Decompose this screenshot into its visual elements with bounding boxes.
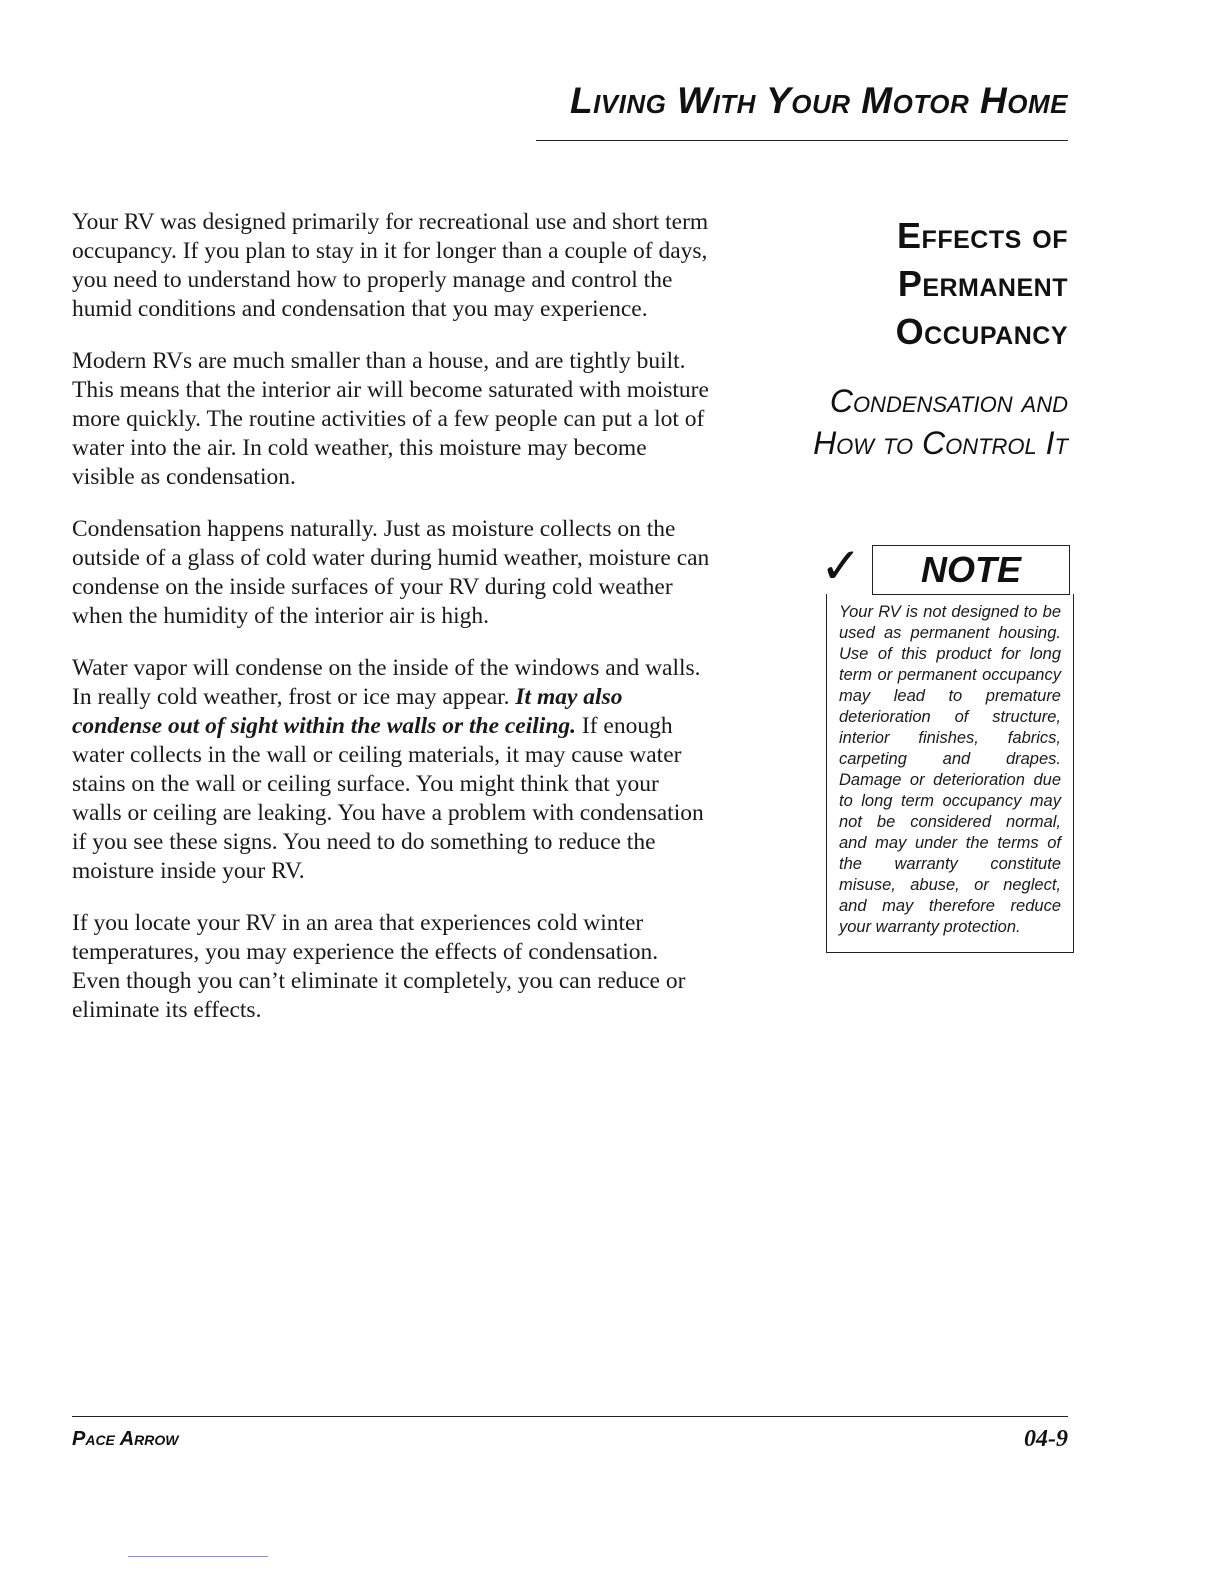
paragraph-water-vapor-end: If enough water collects in the wall or ceiling materials, it may cause water stains on the wall or ceiling surface. You might think that your walls or ceiling are leaking. You have a problem with condensation if you see these signs. You need to do something to reduce the moisture inside your RV. xyxy=(72,713,704,884)
paragraph-water-vapor-start: Water vapor will condense on the inside of the windows and walls. In really cold weather, frost or ice may appear. xyxy=(72,655,701,710)
section-title-line-1: Effects of xyxy=(897,215,1068,256)
section-subtitle-line-2: How to Control It xyxy=(813,425,1068,461)
running-header: Living With Your Motor Home xyxy=(569,80,1068,121)
section-subtitle xyxy=(728,380,1068,464)
note-label: NOTE xyxy=(872,545,1070,595)
note-text: Your RV is not designed to be used as permanent housing. Use of this product for long term or permanent occupancy may lead to premature deterioration of structure, interior finishes, fabrics, carpeting and drapes. Damage or deterioration due to long term occupancy may not be considered normal, and may under the terms of the warranty constitute misuse, abuse, or neglect, and may therefore reduce your warranty protection. xyxy=(826,594,1074,953)
paragraph-water-vapor-emphasis: It may also condense out of sight within the walls or the ceiling. xyxy=(72,684,623,739)
paragraph-intro: Your RV was designed primarily for recreational use and short term occupancy. If you plan to stay in it for longer than a couple of days, you need to understand how to properly manage and control the humid conditions and condensation that you may experience. xyxy=(72,209,709,322)
section-title xyxy=(768,212,1068,356)
header-rule xyxy=(536,140,1068,141)
page-number: 04-9 xyxy=(1024,1426,1068,1452)
scan-artifact-line xyxy=(128,1556,268,1557)
body-column xyxy=(72,208,712,1048)
footer-title: Pace Arrow xyxy=(72,1428,179,1450)
section-subtitle-line-1: Condensation and xyxy=(829,383,1068,419)
section-title-line-2: Permanent xyxy=(897,263,1068,304)
paragraph-water-vapor xyxy=(72,654,712,886)
footer-rule xyxy=(72,1416,1068,1417)
paragraph-cold-winter: If you locate your RV in an area that experiences cold winter temperatures, you may experience the effects of condensation. Even though you can’t eliminate it completely, you can reduce or eliminate its effects. xyxy=(72,910,686,1023)
checkmark-icon: ✓ xyxy=(820,537,862,595)
paragraph-modern-rvs: Modern RVs are much smaller than a house, and are tightly built. This means that the interior air will become saturated with moisture more quickly. The routine activities of a few people can put a lot of water into the air. In cold weather, this moisture may become visible as condensation. xyxy=(72,348,709,490)
paragraph-condensation-naturally: Condensation happens naturally. Just as moisture collects on the outside of a glass of cold water during humid weather, moisture can condense on the inside surfaces of your RV during cold weather when the humidity of the interior air is high. xyxy=(72,516,710,629)
section-title-line-3: Occupancy xyxy=(895,311,1068,352)
